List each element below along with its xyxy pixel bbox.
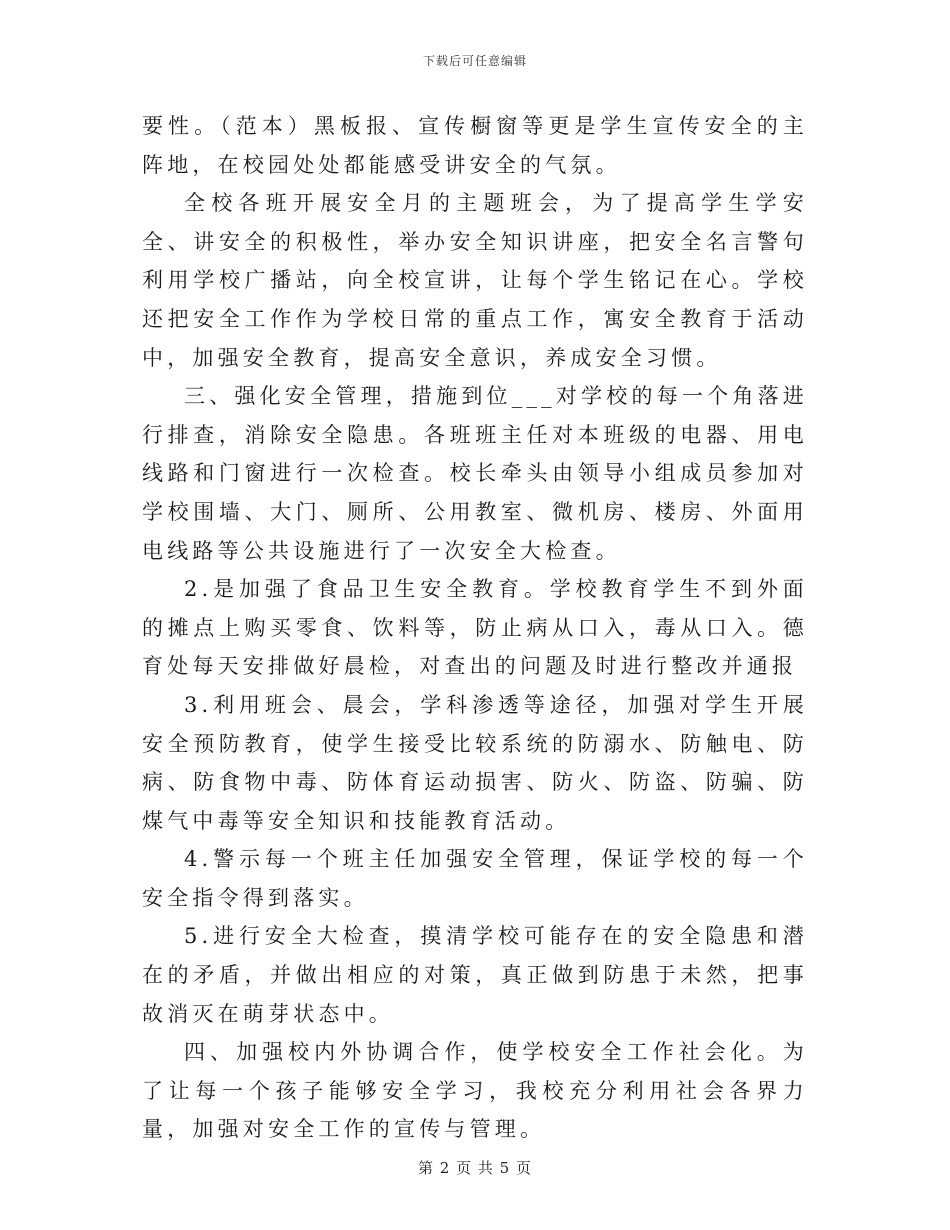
page-footer: 第 2 页 共 5 页 xyxy=(418,1159,532,1177)
paragraph-theme-class-meeting: 全校各班开展安全月的主题班会，为了提高学生学安全、讲安全的积极性，举办安全知识讲座，把安全名言警句利用学校广播站，向全校宣讲，让每个学生铭记在心。学校还把安全工作作为学校日常的重点工作，寓安全教育于活动中，加强安全教育，提高安全意识，养成安全习惯。 xyxy=(142,191,808,370)
paragraph-item-5: 5.进行安全大检查，摸清学校可能存在的安全隐患和潜在的矛盾，并做出相应的对策，真正做到防患于未然，把事故消灭在萌芽状态中。 xyxy=(142,924,808,1026)
document-body xyxy=(142,107,808,1149)
paragraph-item-2: 2.是加强了食品卫生安全教育。学校教育学生不到外面的摊点上购买零食、饮料等，防止病从口入，毒从口入。德育处每天安排做好晨检，对查出的问题及时进行整改并通报 xyxy=(142,577,808,679)
paragraph-item-4: 4.警示每一个班主任加强安全管理，保证学校的每一个安全指令得到落实。 xyxy=(142,847,808,910)
paragraph-section-three: 三、强化安全管理，措施到位___对学校的每一个角落进行排查，消除安全隐患。各班班主任对本班级的电器、用电线路和门窗进行一次检查。校长牵头由领导小组成员参加对学校围墙、大门、厕所、公用教室、微机房、楼房、外面用电线路等公共设施进行了一次安全大检查。 xyxy=(142,384,808,563)
paragraph-continuation: 要性。（范本）黑板报、宣传橱窗等更是学生宣传安全的主阵地，在校园处处都能感受讲安全的气氛。 xyxy=(142,114,808,177)
paragraph-item-3: 3.利用班会、晨会，学科渗透等途径，加强对学生开展安全预防教育，使学生接受比较系统的防溺水、防触电、防病、防食物中毒、防体育运动损害、防火、防盗、防骗、防煤气中毒等安全知识和技能教育活动。 xyxy=(142,692,808,833)
paragraph-section-four: 四、加强校内外协调合作，使学校安全工作社会化。为了让每一个孩子能够安全学习，我校充分利用社会各界力量，加强对安全工作的宣传与管理。 xyxy=(142,1040,808,1142)
page-header: 下载后可任意编辑 xyxy=(422,54,527,68)
